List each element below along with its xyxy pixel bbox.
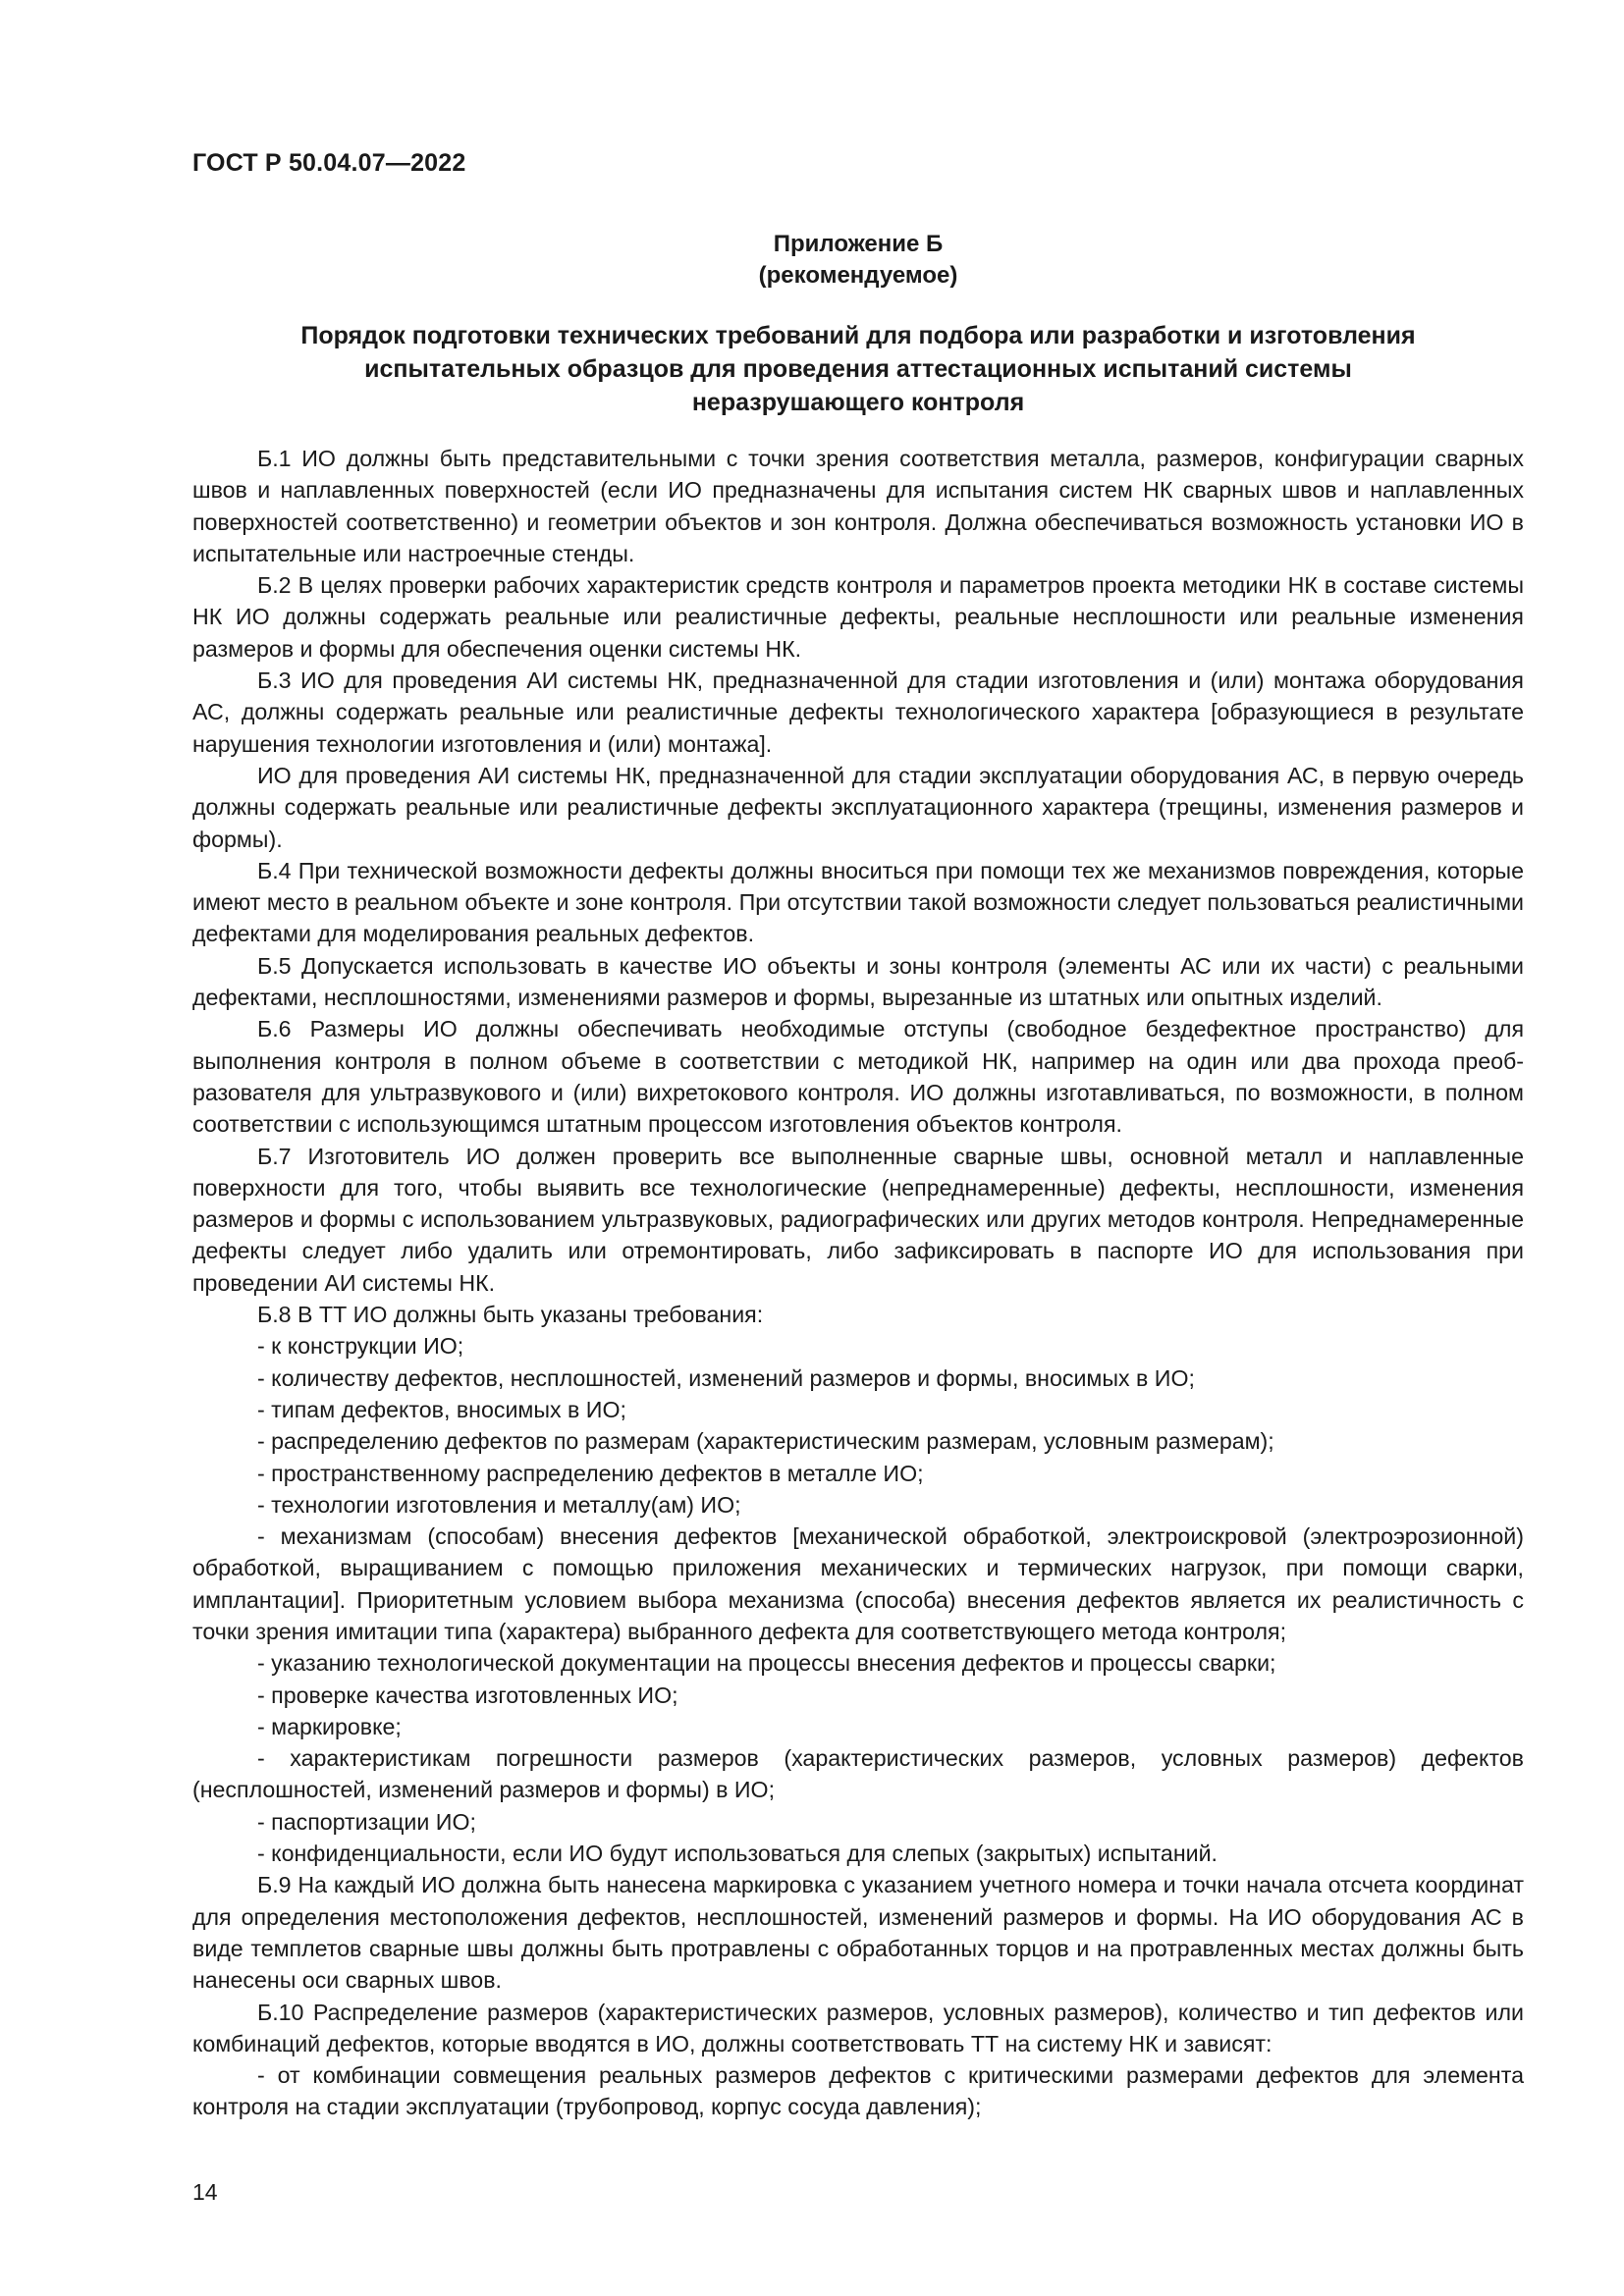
list-item: - пространственному распределению дефектов в металле ИО; (257, 1460, 924, 1486)
annex-title-line: испытательных образцов для проведения аттестационных испытаний системы (364, 355, 1352, 383)
paragraph-b9: Б.9 На каждый ИО должна быть нанесена маркировка с указанием учетного номера и точки начала отсчета координат для определения местоположения дефектов, несплошностей, изменений размеров и формы. На ИО оборудования АС в виде темплетов сварные швы должны быть протравлены с обработанных торцов и на протравленных местах должны быть нанесены оси сварных швов. (192, 1872, 1524, 1994)
annex-label: Приложение Б (773, 231, 944, 257)
paragraph-b4: Б.4 При технической возможности дефекты должны вноситься при помощи тех же механизмов повреждения, которые имеют место в реальном объекте и зоне контроля. При отсутствии такой возможности следует пользоваться реалистичными дефектами для моделирования реальных дефектов. (192, 857, 1524, 947)
list-item: - конфиденциальности, если ИО будут использоваться для слепых (закрытых) испытаний. (257, 1841, 1218, 1867)
paragraph-b10: Б.10 Распределение размеров (характеристических размеров, условных размеров), количество и тип дефектов или комбинаций дефектов, которые вводятся в ИО, должны соответствовать ТТ на систему НК и зависят: (192, 1999, 1524, 2056)
list-item: - механизмам (способам) внесения дефектов [механической обработкой, электроискровой (электроэрозионной) обработкой, выращиванием с помощью приложения механических и термических нагрузок, при помощи сварки, имплантации]. Приоритетным условием выбора механизма (способа) внесения дефектов является их реалистичность с точки зрения имитации типа (характера) выбранного дефекта для соответствующего метода контроля; (192, 1523, 1524, 1644)
annex-title (192, 319, 1524, 419)
list-item: - к конструкции ИО; (257, 1333, 464, 1360)
list-item: - характеристикам погрешности размеров (характеристических размеров, условных размеров) дефектов (несплошностей, изменений размеров и формы) в ИО; (192, 1745, 1524, 1803)
paragraph-b3: Б.3 ИО для проведения АИ системы НК, предназначенной для стадии изготовления и (или) монтажа оборудования АС, должны содержать реальные или реалистичные дефекты технологического характера [образующиеся в результате нарушения технологии изготовления и (или) монтажа]. (192, 667, 1524, 757)
list-item: - технологии изготовления и металлу(ам) ИО; (257, 1491, 741, 1518)
list-item: - паспортизации ИО; (257, 1808, 476, 1835)
paragraph-b8: Б.8 В ТТ ИО должны быть указаны требования: (257, 1302, 764, 1328)
list-item: - от комбинации совмещения реальных размеров дефектов с критическими размерами дефектов для элемента контроля на стадии эксплуатации (трубопровод, корпус сосуда давления); (192, 2062, 1524, 2120)
list-item: - количеству дефектов, несплошностей, изменений размеров и формы, вносимых в ИО; (257, 1364, 1195, 1391)
paragraph-b5: Б.5 Допускается использовать в качестве ИО объекты и зоны контроля (элементы АС или их части) с реальными дефектами, несплошностями, изменениями размеров и формы, вырезанные из штатных или опытных изделий. (192, 952, 1524, 1011)
list-item: - указанию технологической документации на процессы внесения дефектов и процессы сварки; (257, 1650, 1276, 1677)
paragraph-b7: Б.7 Изготовитель ИО должен проверить все выполненные сварные швы, основной металл и наплавленные поверхности для того, чтобы выявить все технологические (непреднамеренные) дефекты, несплошности, изменения размеров и формы с использованием ультразвуковых, радиографических или других методов контроля. Непреднамеренные дефекты следует либо удалить или отремонтировать, либо зафиксировать в паспорте ИО для использования при проведении АИ системы НК. (192, 1143, 1524, 1296)
paragraph-b6: Б.6 Размеры ИО должны обеспечивать необходимые отступы (свободное бездефектное пространство) для выполнения контроля в полном объеме в соответствии с методикой НК, например на один или два прохода преобразователя для ультразвукового и (или) вихретокового контроля. ИО должны изготавливаться, по возможности, в полном соответствии с использующимся штатным процессом изготовления объектов контроля. (192, 1016, 1524, 1138)
annex-heading (192, 229, 1524, 292)
paragraph-b2: Б.2 В целях проверки рабочих характеристик средств контроля и параметров проекта методики НК в составе системы НК ИО должны содержать реальные или реалистичные дефекты, реальные несплошности или реальные изменения размеров и формы для обеспечения оценки системы НК. (192, 572, 1524, 662)
page-number: 14 (192, 2179, 218, 2205)
document-body (192, 443, 1524, 2123)
list-item: - типам дефектов, вносимых в ИО; (257, 1396, 626, 1422)
document-header: ГОСТ Р 50.04.07—2022 (192, 149, 466, 177)
annex-title-line: Порядок подготовки технических требований для подбора или разработки и изготовления (300, 322, 1416, 349)
list-item: - распределению дефектов по размерам (характеристическим размерам, условным размерам); (257, 1428, 1274, 1455)
annex-status: (рекомендуемое) (758, 262, 958, 289)
list-item: - проверке качества изготовленных ИО; (257, 1682, 678, 1708)
list-item: - маркировке; (257, 1713, 402, 1739)
paragraph-b1: Б.1 ИО должны быть представительными с точки зрения соответствия металла, размеров, конфигурации сварных швов и наплавленных поверхностей (если ИО предназначены для испытания систем НК сварных швов и наплавленных поверхностей соответственно) и геометрии объектов и зон контроля. Должна обеспечиваться возможность установки ИО в испытательные или настроечные стенды. (192, 446, 1524, 566)
annex-title-line: неразрушающего контроля (691, 389, 1025, 416)
paragraph-b3-continued: ИО для проведения АИ системы НК, предназначенной для стадии эксплуатации оборудования АС, в первую очередь должны содержать реальные или реалистичные дефекты эксплуатационного характера (трещины, изменения размеров и формы). (192, 762, 1524, 852)
